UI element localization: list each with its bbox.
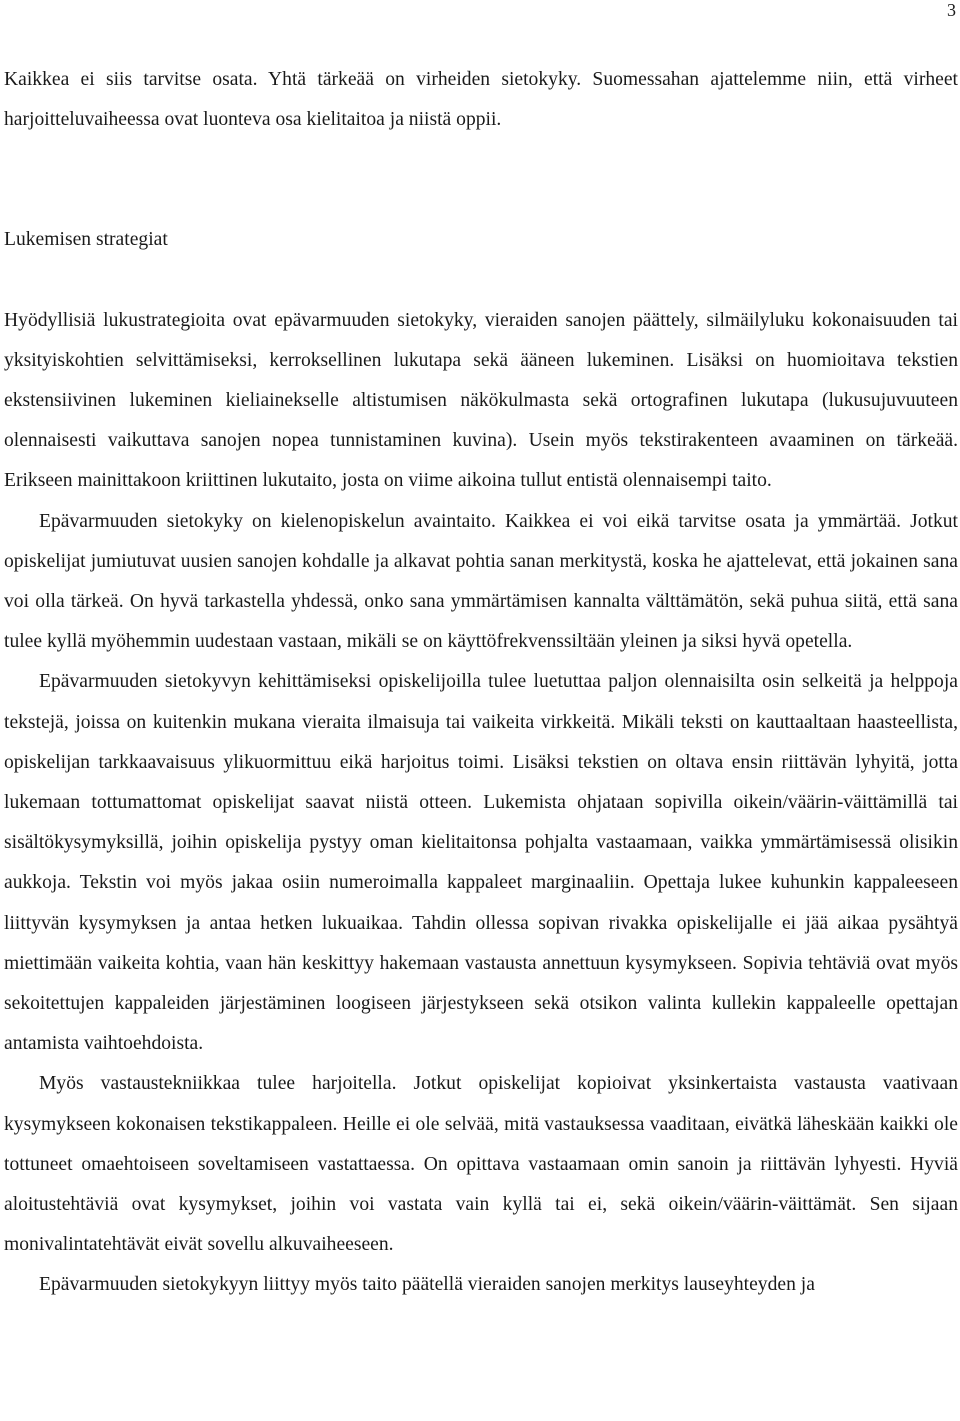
document-body [4, 60, 958, 1306]
paragraph-uncertainty-development: Epävarmuuden sietokyvyn kehittämiseksi opiskelijoilla tulee luetuttaa paljon olennaisilta osin selkeitä ja helppoja tekstejä, joissa on kuitenkin mukana vieraita ilmaisuja tai vaikeita virkkeitä. Mikäli teksti on kauttaaltaan haasteellista, opiskelijan tarkkaavaisuus ylikuormittuu eikä harjoitus toimi. Lisäksi tekstien on oltava ensin riittävän lyhyitä, jotta lukemaan tottumattomat opiskelijat saavat niistä otteen. Lukemista ohjataan sopivilla oikein/väärin-väittämillä tai sisältökysymyksillä, joihin opiskelija pystyy oman kielitaitonsa pohjalta vastaamaan, vaikka ymmärtämisessä olisikin aukkoja. Tekstin voi myös jakaa osiin numeroimalla kappaleet marginaaliin. Opettaja lukee kuhunkin kappaleeseen liittyvän kysymyksen ja antaa hetken lukuaikaa. Tahdin ollessa sopivan rivakka opiskelijalle ei jää aikaa pysähtyä miettimään vaikeita kohtia, vaan hän keskittyy hakemaan vastausta annettuun kysymykseen. Sopivia tehtäviä ovat myös sekoitettujen kappaleiden järjestäminen loogiseen järjestykseen sekä otsikon valinta kullekin kappaleelle opettajan antamista vaihtoehdoista. [4, 671, 958, 1055]
spacer [4, 140, 958, 220]
page-number: 3 [947, 0, 956, 20]
paragraph-strategies: Hyödyllisiä lukustrategioita ovat epävarmuuden sietokyky, vieraiden sanojen päättely, silmäilyluku kokonaisuuden tai yksityiskohtien selvittämiseksi, kerroksellinen lukutapa sekä ääneen lukeminen. Lisäksi on huomioitava tekstien ekstensiivinen lukeminen kieliainekselle altistumisen näkökulmasta sekä ortografinen lukutapa (lukusujuvuuteen olennaisesti vaikuttava sanojen nopea tunnistaminen kuvina). Usein myös tekstirakenteen avaaminen on tärkeää. Erikseen mainittakoon kriittinen lukutaito, josta on viime aikoina tullut entistä olennaisempi taito. [4, 309, 958, 492]
paragraph-uncertainty: Epävarmuuden sietokyky on kielenopiskelun avaintaito. Kaikkea ei voi eikä tarvitse osata ja ymmärtää. Jotkut opiskelijat jumiutuvat uusien sanojen kohdalle ja alkavat pohtia sanan merkitystä, koska he ajattelevat, että jokainen sana voi olla tärkeä. On hyvä tarkastella yhdessä, onko sana ymmärtämisen kannalta välttämätön, sekä puhua siitä, että sana tulee kyllä myöhemmin uudestaan vastaan, mikäli se on käyttöfrekvenssiltään yleinen ja siksi hyvä opetella. [4, 510, 958, 653]
paragraph-answer-technique: Myös vastaustekniikkaa tulee harjoitella. Jotkut opiskelijat kopioivat yksinkertaista vastausta vaativaan kysymykseen kokonaisen tekstikappaleen. Heille ei ole selvää, mitä vastauksessa vaaditaan, eivätkä läheskään kaikki ole tottuneet omaehtoiseen soveltamiseen vastattaessa. On opittava vastaamaan omin sanoin ja riittävän lyhyesti. Hyviä aloitustehtäviä ovat kysymykset, joihin voi vastata vain kyllä tai ei, sekä oikein/väärin-väittämät. Sen sijaan monivalintatehtävät eivät sovellu alkuvaiheeseen. [4, 1073, 958, 1256]
spacer [4, 261, 958, 301]
intro-paragraph: Kaikkea ei siis tarvitse osata. Yhtä tärkeää on virheiden sietokyky. Suomessahan ajattelemme niin, että virheet harjoitteluvaiheessa ovat luonteva osa kielitaitoa ja niistä oppii. [4, 69, 958, 131]
section-heading: Lukemisen strategiat [4, 229, 168, 251]
paragraph-inference: Epävarmuuden sietokykyyn liittyy myös taito päätellä vieraiden sanojen merkitys lauseyhteyden ja [39, 1274, 815, 1296]
